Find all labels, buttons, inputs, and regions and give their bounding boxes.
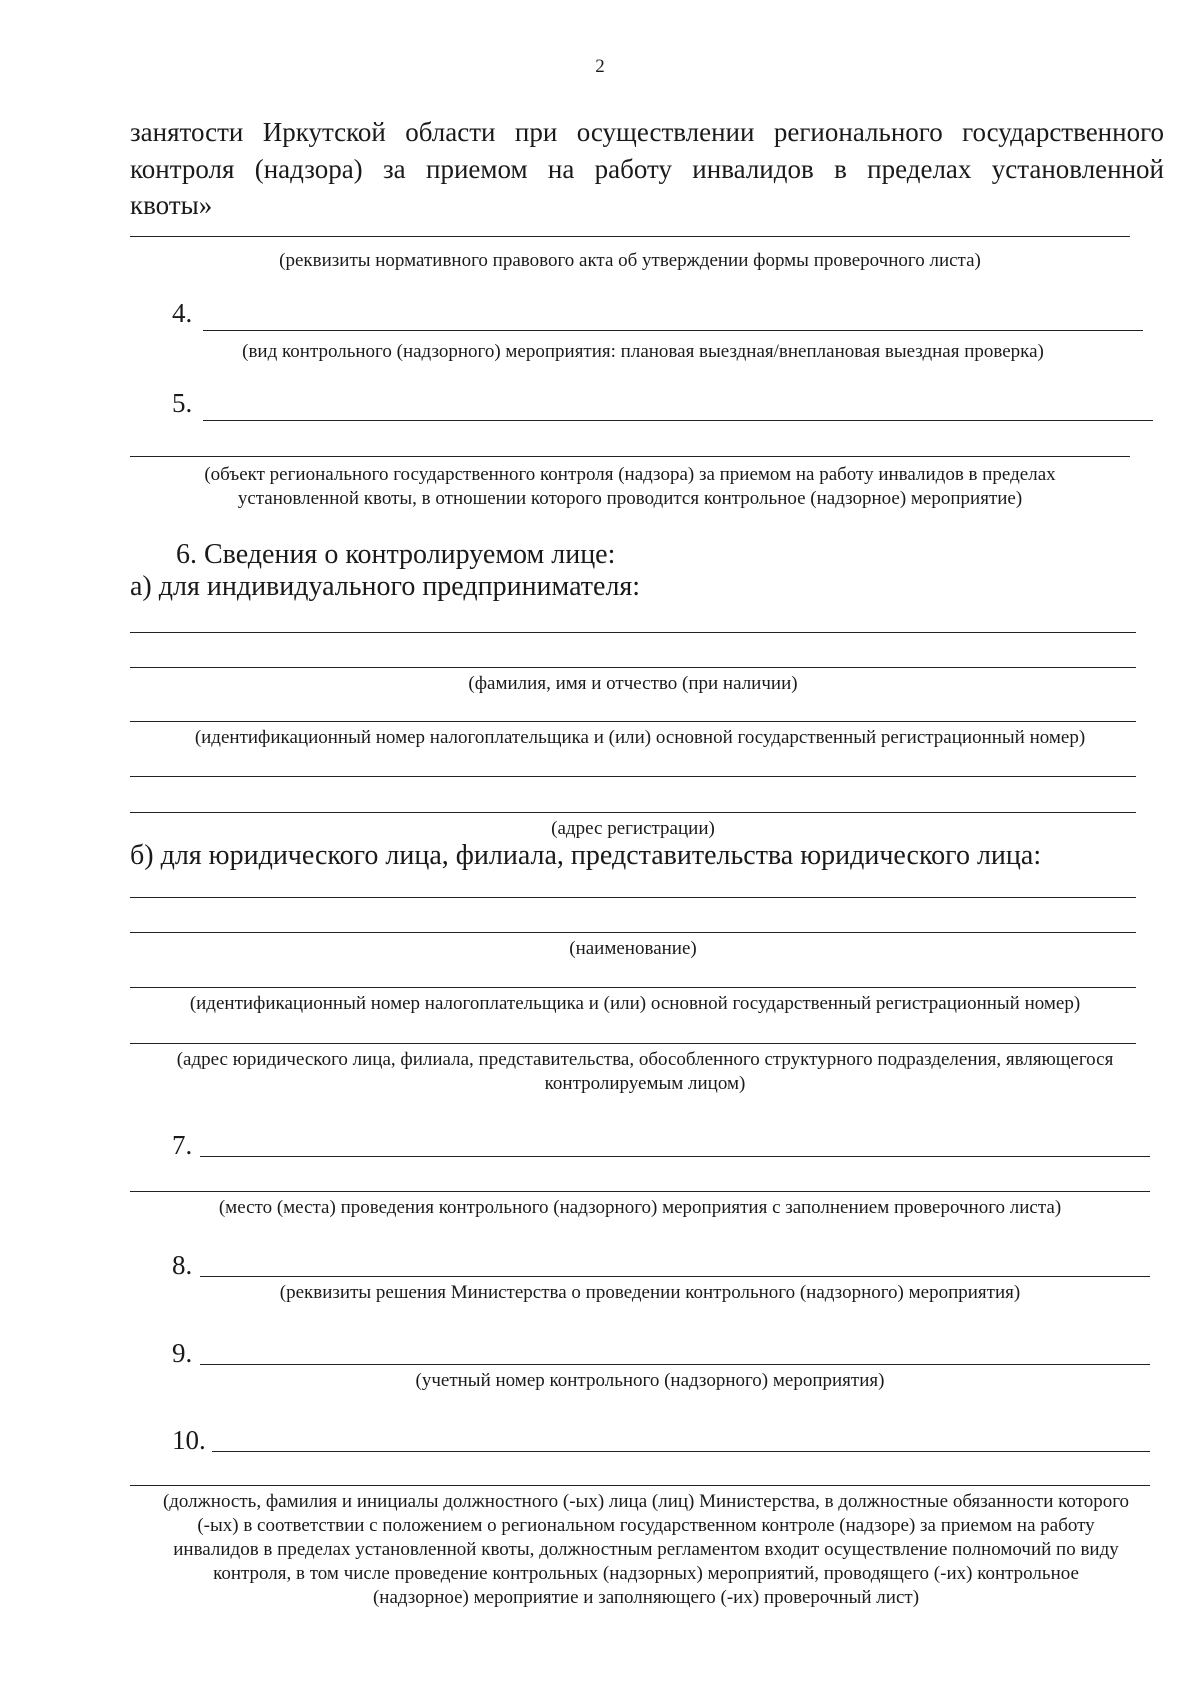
item-10-caption-2: (-ых) в соответствии с положением о региональном государственном контроле (надзоре) за приемом на работу [197,1515,1095,1536]
item-5-number: 5. [172,388,193,418]
item-9-caption: (учетный номер контрольного (надзорного) мероприятия) [415,1370,885,1391]
fio-field-1[interactable] [130,632,1136,633]
inn-a-field[interactable] [130,721,1136,722]
name-caption: (наименование) [569,938,697,959]
inn-b-caption: (идентификационный номер налогоплательщика и (или) основной государственный регистрационный номер) [189,993,1081,1014]
intro-line-2: контроля (надзора) за приемом на работу инвалидов в пределах установленной [130,154,1164,184]
item-7-field[interactable] [200,1156,1150,1157]
requisites-caption: (реквизиты нормативного правового акта об утверждении формы проверочного листа) [279,250,981,271]
name-field-1[interactable] [130,897,1136,898]
item-5-caption-1: (объект регионального государственного контроля (надзора) за приемом на работу инвалидов в пределах [204,464,1056,485]
item-9-field[interactable] [200,1364,1150,1365]
item-10-number: 10. [172,1425,206,1455]
item-10-caption-1: (должность, фамилия и инициалы должностного (-ых) лица (лиц) Министерства, в должностные обязанности которого [162,1491,1130,1512]
item-4-number: 4. [172,298,193,328]
requisites-field[interactable] [130,236,1130,237]
item-5-field-2[interactable] [130,456,1130,457]
inn-b-field[interactable] [130,987,1136,988]
item-4-field[interactable] [203,330,1143,331]
fio-caption: (фамилия, имя и отчество (при наличии) [468,673,798,694]
item-10-field-2[interactable] [130,1485,1150,1486]
legal-address-caption-1: (адрес юридического лица, филиала, представительства, обособленного структурного подразделения, являющегося [176,1049,1114,1070]
item-4-caption: (вид контрольного (надзорного) мероприятия: плановая выездная/внеплановая выездная проверка) [242,341,1044,362]
legal-address-field[interactable] [130,1043,1136,1044]
item-9-number: 9. [172,1338,193,1368]
item-8-number: 8. [172,1250,193,1280]
item-7-field-2[interactable] [130,1191,1150,1192]
item-10-field[interactable] [212,1451,1150,1452]
item-10-caption-3: инвалидов в пределах установленной квоты, должностным регламентом входит осуществление полномочий по виду [173,1539,1119,1560]
name-field-2[interactable] [130,932,1136,933]
item-5-caption-2: установленной квоты, в отношении которого проводится контрольное (надзорное) мероприятие) [237,488,1023,509]
address-caption: (адрес регистрации) [551,818,715,839]
item-6b-heading: б) для юридического лица, филиала, представительства юридического лица: [130,840,1042,871]
legal-address-caption-2: контролируемым лицом) [544,1073,746,1094]
item-10-caption-4: контроля, в том числе проведение контрольных (надзорных) мероприятий, проводящего (-их) контрольное [213,1563,1079,1584]
fio-field-2[interactable] [130,667,1136,668]
intro-line-3: квоты» [130,190,213,220]
item-8-field[interactable] [200,1276,1150,1277]
item-10-caption-5: (надзорное) мероприятие и заполняющего (-их) проверочный лист) [372,1587,920,1608]
item-7-number: 7. [172,1130,193,1160]
intro-line-1: занятости Иркутской области при осуществлении регионального государственного [130,117,1164,147]
item-7-caption: (место (места) проведения контрольного (надзорного) мероприятия с заполнением проверочного листа) [218,1197,1062,1218]
address-field-2[interactable] [130,812,1136,813]
address-field-1[interactable] [130,776,1136,777]
page-number: 2 [595,56,605,77]
item-8-caption: (реквизиты решения Министерства о проведении контрольного (надзорного) мероприятия) [279,1282,1021,1303]
item-6-heading: 6. Сведения о контролируемом лице: [176,539,616,570]
item-6a-heading: а) для индивидуального предпринимателя: [130,571,641,602]
inn-a-caption: (идентификационный номер налогоплательщика и (или) основной государственный регистрационный номер) [194,727,1086,748]
item-5-field[interactable] [203,420,1153,421]
